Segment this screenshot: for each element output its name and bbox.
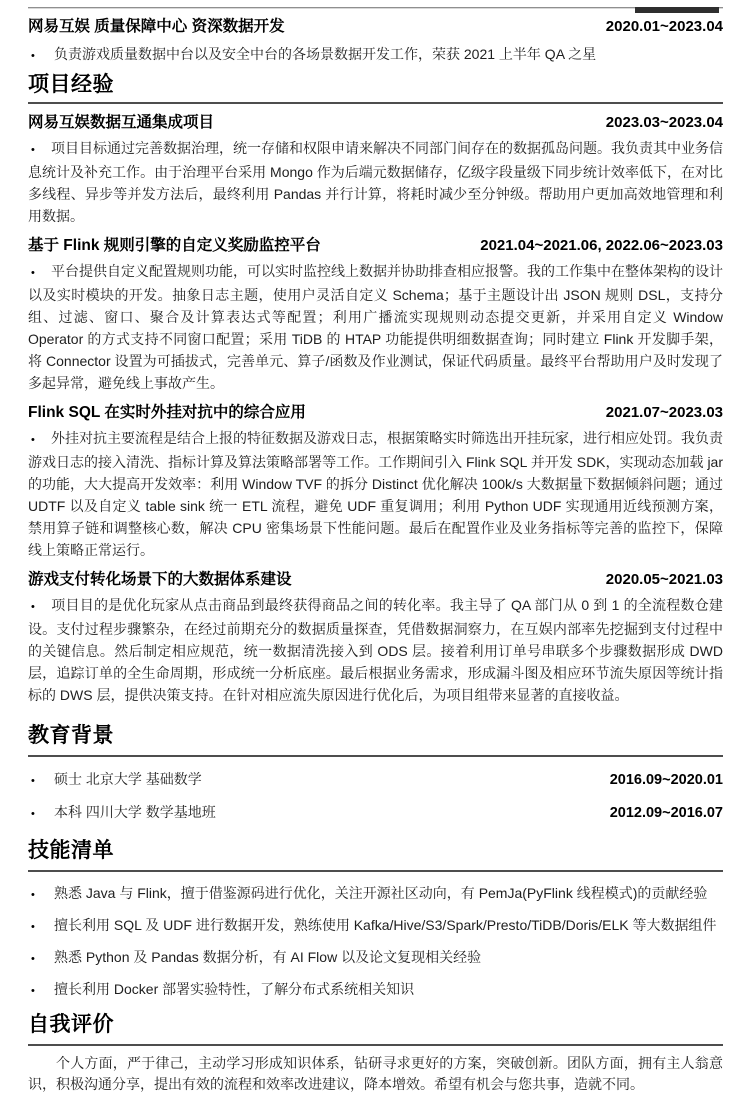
work-experience-entry <box>28 17 723 36</box>
section-divider <box>28 870 723 872</box>
project-date-range: 2021.04~2021.06, 2022.06~2023.03 <box>480 237 723 254</box>
section-projects <box>28 73 723 706</box>
bullet-icon: • <box>31 601 35 613</box>
project-description-text: 平台提供自定义配置规则功能，可以实时监控线上数据并协助排查相应报警。我的工作集中在整体架构的设计以及实时模块的开发。抽象日志主题，使用户灵活自定义 Schema；基于主题设计出 JSON 规则 DSL，支持分组、过滤、窗口、聚合及计算表达式等配置；利用广播流实现规则动态提交更新，并采用自定义 Window Operator 的方式支持不同窗口配置；采用 TiDB 的 HTAP 功能提供明细数据查询；同时建立 Flink 开发脚手架，将 Connector 设置为可插拔式，完善单元、算子/函数及作业测试，保证代码质量。最终平台帮助用户及时发现了多起异常，避免线上事故产生。 <box>28 263 723 391</box>
project-description-text: 项目目的是优化玩家从点击商品到最终获得商品之间的转化率。我主导了 QA 部门从 0 到 1 的全流程数仓建设。支付过程步骤繁杂，在经过前期充分的数据质量探查，凭借数据洞察力，在互娱内部率先挖掘到支付过程中的关键信息。然后制定相应规范，统一数据清洗接入到 ODS 层。接着利用订单号串联多个步骤数据形成 DWD 层，追踪订单的全生命周期，形成统一分析底座。最后根据业务需求，形成漏斗图及相应环节流失原因等统计指标的 DWS 层，提供决策支持。在针对相应流失原因进行优化后，为项目组带来显著的直接收益。 <box>28 597 723 703</box>
bullet-icon: • <box>31 985 35 997</box>
section-skills <box>28 839 723 1000</box>
section-divider <box>28 102 723 104</box>
section-divider <box>28 755 723 757</box>
job-date-range: 2020.01~2023.04 <box>605 18 723 35</box>
education-heading: 教育背景 <box>28 724 114 747</box>
project-entry-head <box>28 403 723 422</box>
skill-text: 擅长利用 Docker 部署实验特性，了解分布式系统相关知识 <box>54 981 415 997</box>
education-date-range: 2016.09~2020.01 <box>609 772 723 788</box>
bullet-icon: • <box>31 434 35 446</box>
self-evaluation-text: 个人方面，严于律己，主动学习形成知识体系，钻研寻求更好的方案，突破创新。团队方面，拥有主人翁意识，积极沟通分享，提出有效的流程和效率改进建议，降本增效。希望有机会与您共事，造就不同。 <box>28 1055 723 1092</box>
education-row <box>28 770 723 790</box>
project-title: 游戏支付转化场景下的大数据体系建设 <box>28 571 292 588</box>
job-title: 网易互娱 质量保障中心 资深数据开发 <box>28 18 285 35</box>
bullet-icon: • <box>31 889 35 901</box>
project-description <box>28 137 723 227</box>
top-divider <box>28 7 723 9</box>
project-entry-head <box>28 570 723 589</box>
project-entry-head <box>28 113 723 132</box>
skill-row <box>28 980 723 1000</box>
bullet-icon: • <box>31 267 35 279</box>
work-highlight-row <box>28 45 723 65</box>
project-description-text: 项目目标通过完善数据治理，统一存储和权限申请来解决不同部门间存在的数据孤岛问题。我负责其中业务信息统计及补充工作。由于治理平台采用 Mongo 作为后端元数据储存，亿级字段量级下同步统计效率低下，在对比多线程、异步等并发方法后，最终利用 Pandas 并行计算，将耗时减少至分钟级。帮助用户更加高效地管理和利用数据。 <box>28 140 723 224</box>
project-date-range: 2020.05~2021.03 <box>605 571 723 588</box>
bullet-icon: • <box>31 808 35 820</box>
project-date-range: 2021.07~2023.03 <box>605 404 723 421</box>
project-date-range: 2023.03~2023.04 <box>605 114 723 131</box>
self-evaluation-heading: 自我评价 <box>28 1013 114 1036</box>
project-entry-head <box>28 236 723 255</box>
education-date-range: 2012.09~2016.07 <box>609 805 723 821</box>
education-degree: 硕士 北京大学 基础数学 <box>54 771 202 787</box>
work-highlight-text: 负责游戏质量数据中台以及安全中台的各场景数据开发工作，荣获 2021 上半年 QA 之星 <box>54 46 597 62</box>
project-title: 基于 Flink 规则引擎的自定义奖励监控平台 <box>28 237 321 254</box>
bullet-icon: • <box>31 953 35 965</box>
skill-text: 擅长利用 SQL 及 UDF 进行数据开发，熟练使用 Kafka/Hive/S3/Spark/Presto/TiDB/Doris/ELK 等大数据组件 <box>54 917 717 933</box>
project-description <box>28 427 723 561</box>
education-degree: 本科 四川大学 数学基地班 <box>54 804 216 820</box>
project-title: Flink SQL 在实时外挂对抗中的综合应用 <box>28 404 306 421</box>
skills-heading: 技能清单 <box>28 839 114 862</box>
resume-page <box>0 7 750 1092</box>
section-education <box>28 724 723 823</box>
cropped-photo-strip <box>635 7 719 13</box>
skill-text: 熟悉 Python 及 Pandas 数据分析，有 AI Flow 以及论文复现相关经验 <box>54 949 482 965</box>
skill-text: 熟悉 Java 与 Flink，擅于借鉴源码进行优化，关注开源社区动向，有 PemJa(PyFlink 线程模式)的贡献经验 <box>54 885 708 901</box>
project-description-text: 外挂对抗主要流程是结合上报的特征数据及游戏日志，根据策略实时筛选出开挂玩家，进行相应处罚。我负责游戏日志的接入清洗、指标计算及算法策略部署等工作。工作期间引入 Flink SQL 并开发 SDK，实现动态加载 jar 的功能，大大提高开发效率：利用 Window TVF 的拆分 Distinct 优化解决 100k/s 大数据量下数据倾斜问题；通过 UDTF 以及自定义 table sink 统一 ETL 流程，避免 UDF 重复调用；利用 Python UDF 实现通用近线预测方案，禁用算子链和调整核心数，解决 CPU 密集场景下性能问题。最后在配置作业及业务指标等完善的监控下，保障线上策略正常运行。 <box>28 430 723 558</box>
skill-row <box>28 916 723 936</box>
project-title: 网易互娱数据互通集成项目 <box>28 114 215 131</box>
projects-heading: 项目经验 <box>28 73 114 96</box>
section-self-evaluation <box>28 1013 723 1095</box>
bullet-icon: • <box>31 921 35 933</box>
education-row <box>28 803 723 823</box>
project-description <box>28 260 723 394</box>
bullet-icon: • <box>31 144 35 156</box>
bullet-icon: • <box>31 50 35 62</box>
project-description <box>28 594 723 706</box>
section-divider <box>28 1044 723 1046</box>
bullet-icon: • <box>31 775 35 787</box>
skill-row <box>28 884 723 904</box>
skill-row <box>28 948 723 968</box>
